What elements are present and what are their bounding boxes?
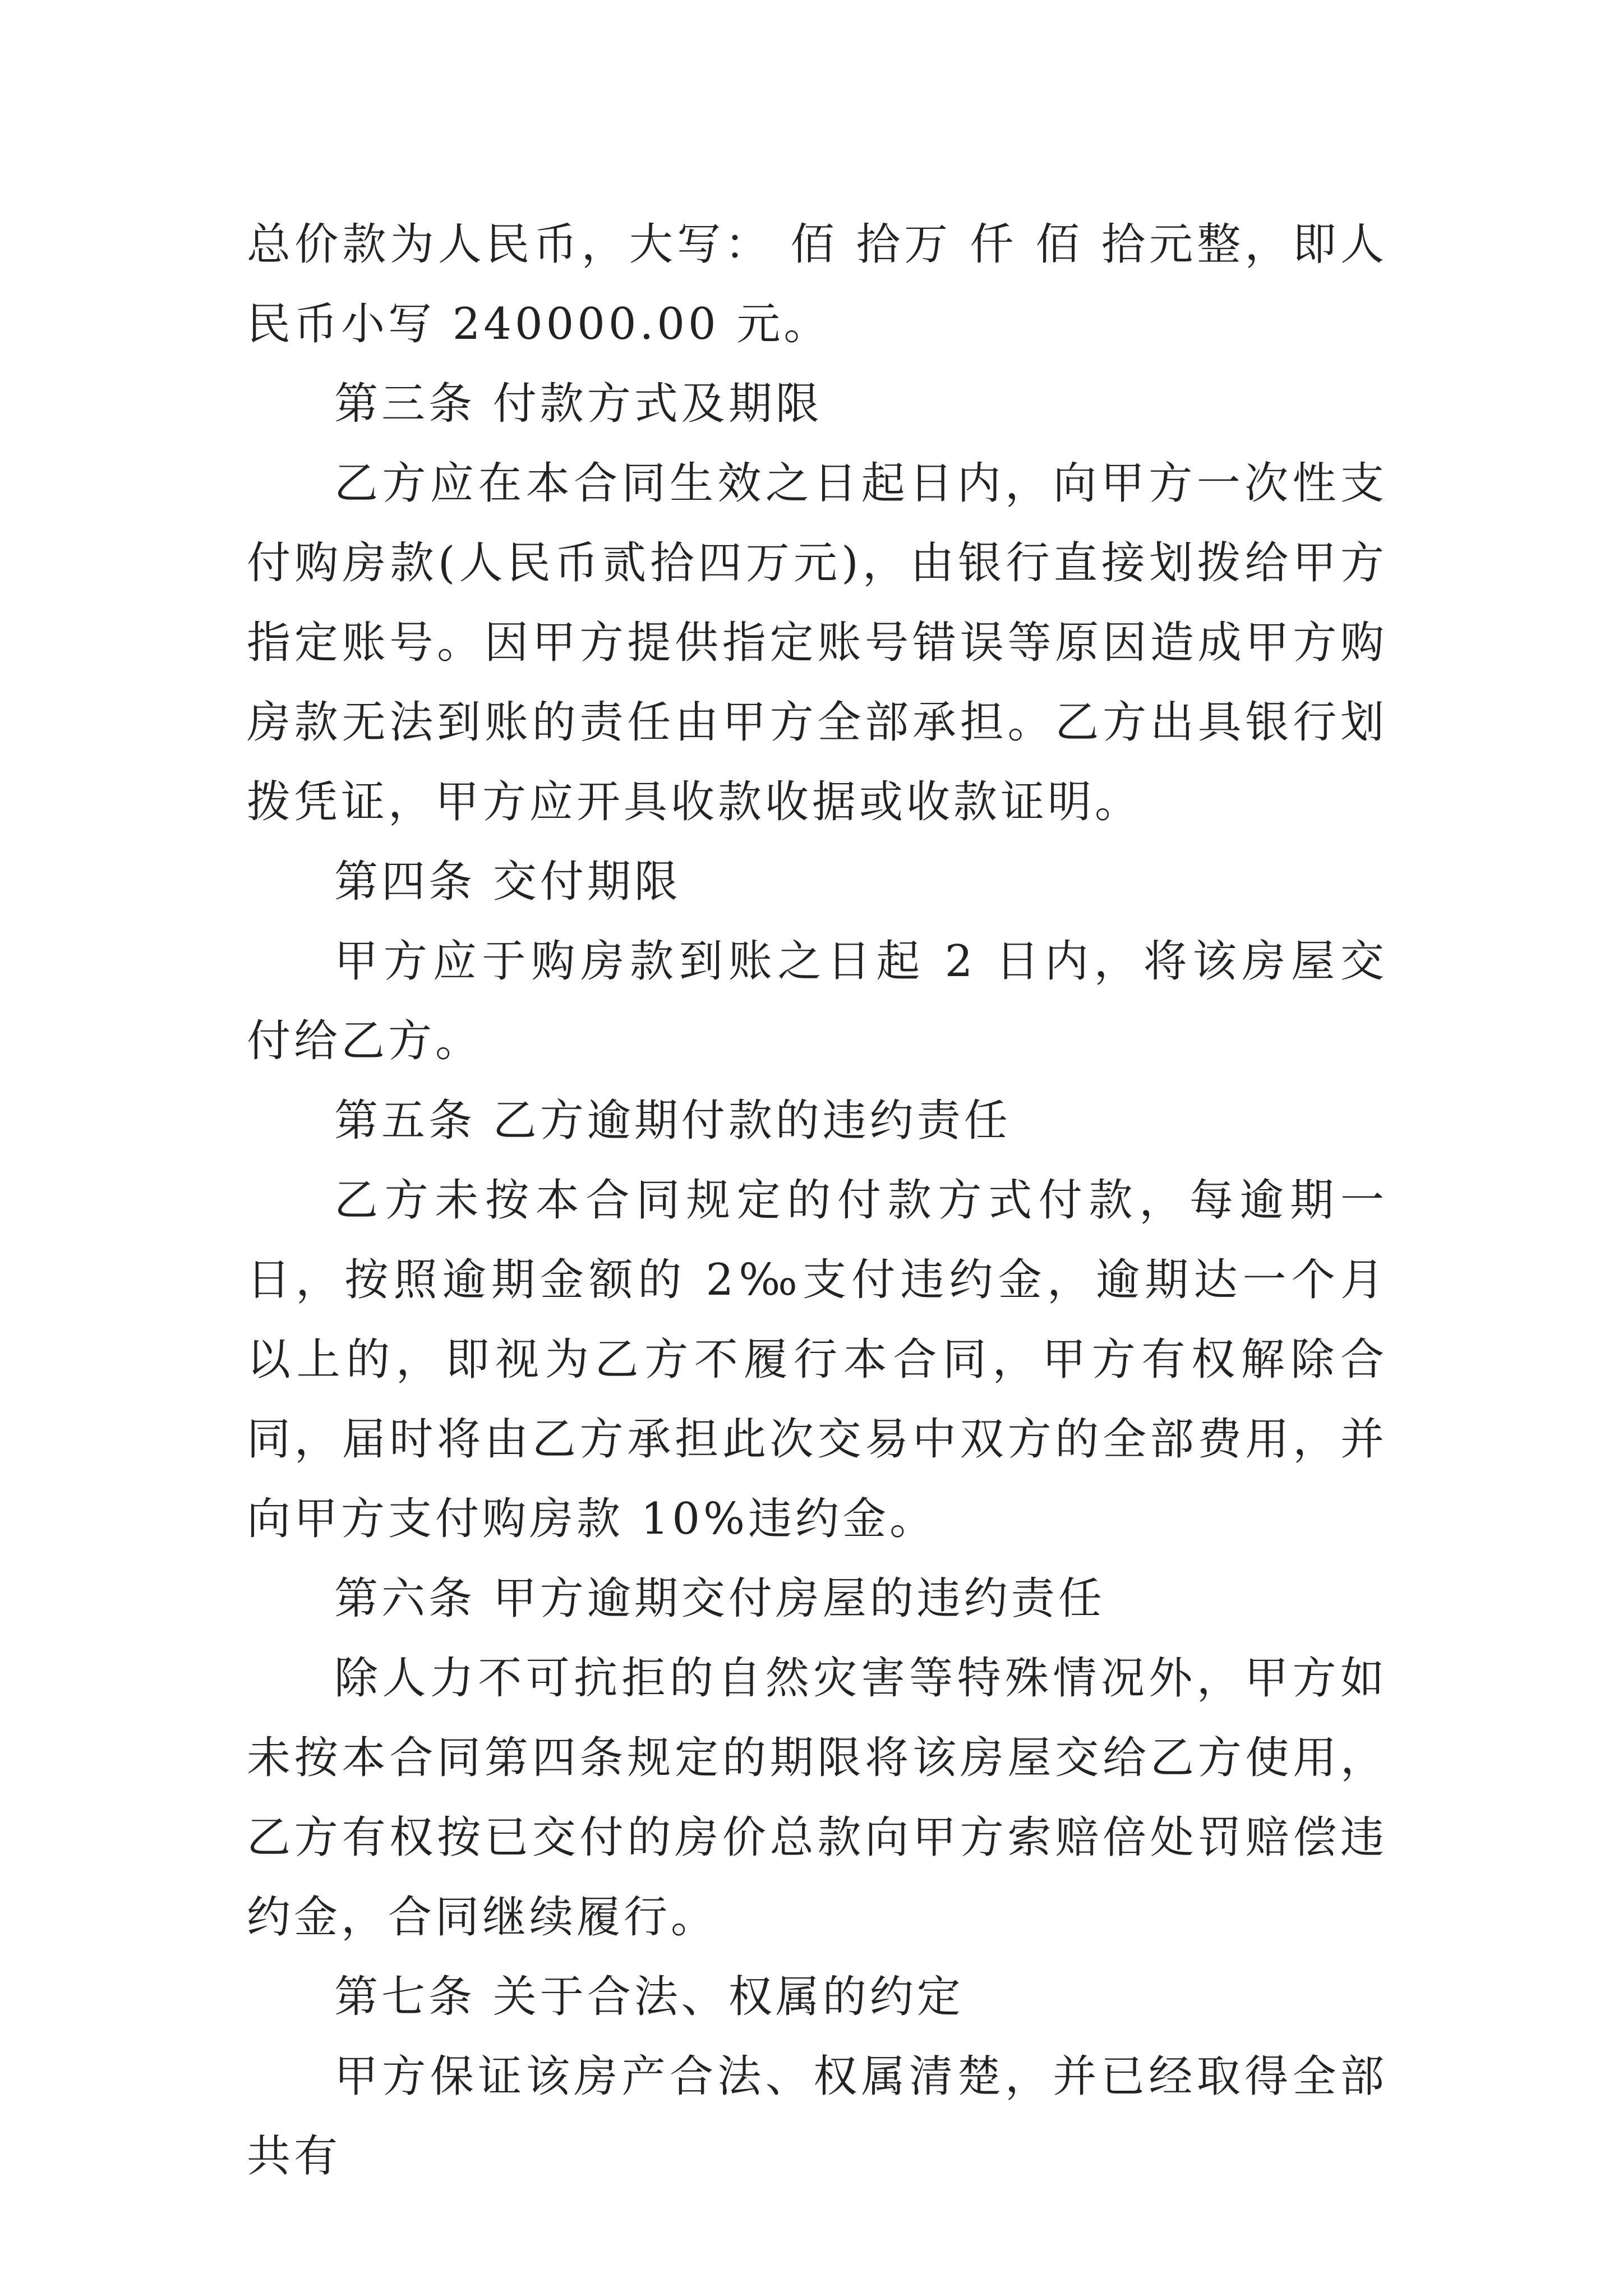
article-3-body: 乙方应在本合同生效之日起日内，向甲方一次性支付购房款(人民币贰拾四万元)，由银行直接划拨给甲方指定账号。因甲方提供指定账号错误等原因造成甲方购房款无法到账的责任由甲方全部承担。乙方出具银行划拨凭证，甲方应开具收款收据或收款证明。 (247, 458, 1387, 827)
article-5-heading: 第五条 乙方逾期付款的违约责任 (334, 1096, 1011, 1146)
article-4-body: 甲方应于购房款到账之日起 2 日内，将该房屋交付给乙方。 (247, 936, 1387, 1066)
article-6-body: 除人力不可抗拒的自然灾害等特殊情况外，甲方如未按本合同第四条规定的期限将该房屋交给乙方使用，乙方有权按已交付的房价总款向甲方索赔倍处罚赔偿违约金，合同继续履行。 (247, 1653, 1387, 1943)
paragraph-total-price: 总价款为人民币，大写： 佰 拾万 仟 佰 拾元整，即人民币小写 240000.00 元。 (247, 219, 1387, 349)
article-7-heading: 第七条 关于合法、权属的约定 (334, 1972, 964, 2022)
article-7-body: 甲方保证该房产合法、权属清楚，并已经取得全部共有 (247, 2051, 1387, 2182)
article-5-body: 乙方未按本合同规定的付款方式付款，每逾期一日，按照逾期金额的 2‰支付违约金，逾期达一个月以上的，即视为乙方不履行本合同，甲方有权解除合同，届时将由乙方承担此次交易中双方的全部费用，并向甲方支付购房款 10%违约金。 (247, 1175, 1387, 1544)
article-3-heading: 第三条 付款方式及期限 (334, 379, 823, 429)
article-4-heading: 第四条 交付期限 (334, 857, 681, 907)
article-6-heading: 第六条 甲方逾期交付房屋的违约责任 (334, 1573, 1105, 1624)
